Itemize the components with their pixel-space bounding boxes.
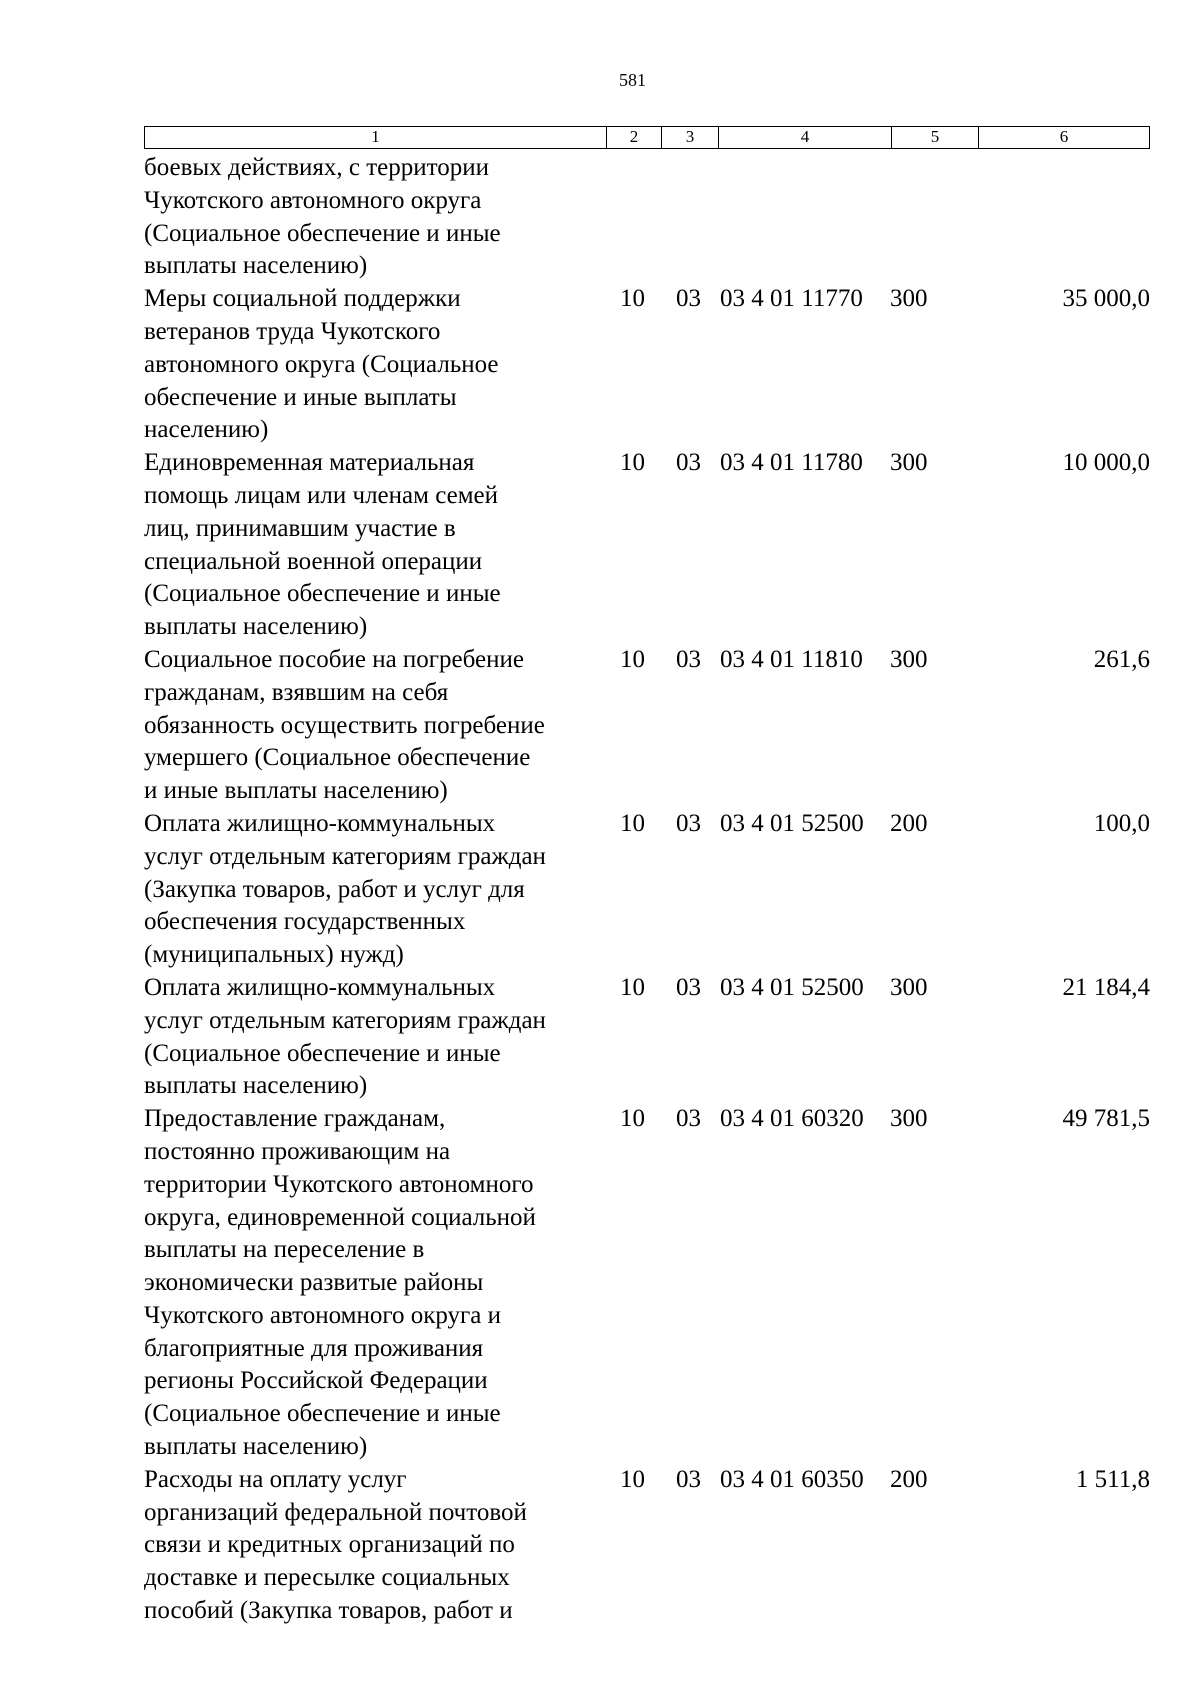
row-subsection-code: 03 bbox=[676, 1105, 701, 1133]
row-target-article-code: 03 4 01 11810 bbox=[720, 645, 863, 673]
table-row bbox=[144, 152, 1150, 283]
header-col-1: 1 bbox=[371, 127, 380, 146]
description-line: Чукотского автономного округа bbox=[144, 186, 482, 214]
row-target-article-code bbox=[717, 152, 890, 283]
description-line: услуг отдельным категориям граждан bbox=[144, 1006, 546, 1034]
row-section-code: 10 bbox=[620, 809, 645, 837]
description-line: боевых действиях, с территории bbox=[144, 154, 489, 181]
row-expense-type-code: 300 bbox=[890, 645, 928, 673]
header-col-5: 5 bbox=[891, 127, 978, 148]
row-subsection-code: 03 bbox=[676, 809, 701, 837]
table-row bbox=[144, 283, 1150, 447]
description-line: Социальное пособие на погребение bbox=[144, 645, 524, 673]
description-line: выплаты населению) bbox=[144, 613, 368, 641]
description-line: доставке и пересылке социальных bbox=[144, 1564, 510, 1592]
description-line: Меры социальной поддержки bbox=[144, 285, 461, 313]
description-line: регионы Российской Федерации bbox=[144, 1367, 488, 1395]
description-line: услуг отдельным категориям граждан bbox=[144, 842, 546, 870]
row-amount: 100,0 bbox=[1093, 809, 1150, 837]
description-line: населению) bbox=[144, 416, 269, 444]
row-amount: 261,6 bbox=[1093, 645, 1150, 673]
description-line: гражданам, взявшим на себя bbox=[144, 678, 449, 706]
description-line: округа, единовременной социальной bbox=[144, 1203, 536, 1231]
description-line: выплаты на переселение в bbox=[144, 1236, 425, 1264]
row-description bbox=[144, 1103, 605, 1464]
table-row bbox=[144, 644, 1150, 808]
row-amount bbox=[950, 152, 1150, 283]
row-amount: 10 000,0 bbox=[1062, 449, 1150, 477]
description-line: Чукотского автономного округа и bbox=[144, 1301, 502, 1329]
row-subsection-code: 03 bbox=[676, 449, 701, 477]
table-row bbox=[144, 972, 1150, 1103]
description-line: выплаты населению) bbox=[144, 1072, 368, 1100]
description-line: постоянно проживающим на bbox=[144, 1137, 451, 1165]
table-row bbox=[144, 808, 1150, 972]
row-expense-type-code: 300 bbox=[890, 449, 928, 477]
row-description bbox=[144, 808, 605, 972]
row-expense-type-code: 300 bbox=[890, 973, 928, 1001]
table-body bbox=[144, 152, 1150, 1628]
row-section-code: 10 bbox=[620, 285, 645, 313]
row-target-article-code: 03 4 01 52500 bbox=[720, 973, 864, 1001]
row-expense-type-code: 300 bbox=[890, 1105, 928, 1133]
row-section-code: 10 bbox=[620, 645, 645, 673]
description-line: пособий (Закупка товаров, работ и bbox=[144, 1597, 513, 1625]
row-target-article-code: 03 4 01 60350 bbox=[720, 1465, 864, 1493]
row-subsection-code: 03 bbox=[676, 285, 701, 313]
description-line: (Социальное обеспечение и иные bbox=[144, 1039, 501, 1067]
description-line: Единовременная материальная bbox=[144, 449, 475, 477]
row-subsection-code: 03 bbox=[676, 973, 701, 1001]
description-line: помощь лицам или членам семей bbox=[144, 481, 498, 509]
row-amount: 35 000,0 bbox=[1062, 285, 1150, 313]
description-line: Оплата жилищно-коммунальных bbox=[144, 973, 496, 1001]
row-section-code: 10 bbox=[620, 1465, 645, 1493]
description-line: обеспечение и иные выплаты bbox=[144, 383, 457, 411]
description-line: Оплата жилищно-коммунальных bbox=[144, 809, 496, 837]
description-line: выплаты населению) bbox=[144, 1433, 368, 1461]
row-target-article-code: 03 4 01 60320 bbox=[720, 1105, 864, 1133]
row-expense-type-code bbox=[890, 152, 950, 283]
description-line: экономически развитые районы bbox=[144, 1269, 484, 1297]
description-line: связи и кредитных организаций по bbox=[144, 1531, 515, 1559]
description-line: специальной военной операции bbox=[144, 547, 483, 575]
description-line: (Социальное обеспечение и иные bbox=[144, 1400, 501, 1428]
row-section-code: 10 bbox=[620, 449, 645, 477]
row-subsection-code: 03 bbox=[676, 1465, 701, 1493]
header-col-2: 2 bbox=[606, 127, 661, 148]
row-description bbox=[144, 644, 605, 808]
description-line: Предоставление гражданам, bbox=[144, 1105, 446, 1133]
description-line: территории Чукотского автономного bbox=[144, 1170, 534, 1198]
description-line: обязанность осуществить погребение bbox=[144, 711, 545, 739]
header-col-6: 6 bbox=[978, 127, 1149, 148]
description-line: (Социальное обеспечение и иные bbox=[144, 580, 501, 608]
description-line: автономного округа (Социальное bbox=[144, 350, 499, 378]
row-amount: 1 511,8 bbox=[1075, 1465, 1150, 1493]
row-subsection-code: 03 bbox=[676, 645, 701, 673]
header-col-4: 4 bbox=[718, 127, 891, 148]
header-col-3: 3 bbox=[661, 127, 718, 148]
row-description bbox=[144, 283, 605, 447]
row-section-code: 10 bbox=[620, 973, 645, 1001]
description-line: лиц, принимавшим участие в bbox=[144, 514, 456, 542]
row-target-article-code: 03 4 01 52500 bbox=[720, 809, 864, 837]
description-line: (муниципальных) нужд) bbox=[144, 941, 404, 969]
row-description bbox=[144, 152, 605, 283]
description-line: благоприятные для проживания bbox=[144, 1334, 484, 1362]
description-line: умершего (Социальное обеспечение bbox=[144, 744, 531, 772]
row-subsection-code bbox=[660, 152, 717, 283]
row-amount: 21 184,4 bbox=[1062, 973, 1150, 1001]
row-expense-type-code: 200 bbox=[890, 1465, 928, 1493]
row-description bbox=[144, 1464, 605, 1628]
description-line: (Социальное обеспечение и иные bbox=[144, 219, 501, 247]
row-description bbox=[144, 972, 605, 1103]
table-header-row bbox=[144, 126, 1150, 149]
description-line: и иные выплаты населению) bbox=[144, 777, 448, 805]
row-target-article-code: 03 4 01 11780 bbox=[720, 449, 863, 477]
description-line: организаций федеральной почтовой bbox=[144, 1498, 527, 1526]
description-line: Расходы на оплату услуг bbox=[144, 1465, 407, 1493]
row-expense-type-code: 200 bbox=[890, 809, 928, 837]
row-target-article-code: 03 4 01 11770 bbox=[720, 285, 863, 313]
page-number: 581 bbox=[619, 70, 646, 90]
description-line: ветеранов труда Чукотского bbox=[144, 317, 441, 345]
row-amount: 49 781,5 bbox=[1062, 1105, 1150, 1133]
row-section-code: 10 bbox=[620, 1105, 645, 1133]
row-description bbox=[144, 447, 605, 644]
row-expense-type-code: 300 bbox=[890, 285, 928, 313]
description-line: обеспечения государственных bbox=[144, 908, 466, 936]
description-line: (Закупка товаров, работ и услуг для bbox=[144, 875, 525, 903]
table-row bbox=[144, 1464, 1150, 1628]
row-section-code bbox=[605, 152, 660, 283]
table-row bbox=[144, 447, 1150, 644]
description-line: выплаты населению) bbox=[144, 252, 368, 280]
table-row bbox=[144, 1103, 1150, 1464]
